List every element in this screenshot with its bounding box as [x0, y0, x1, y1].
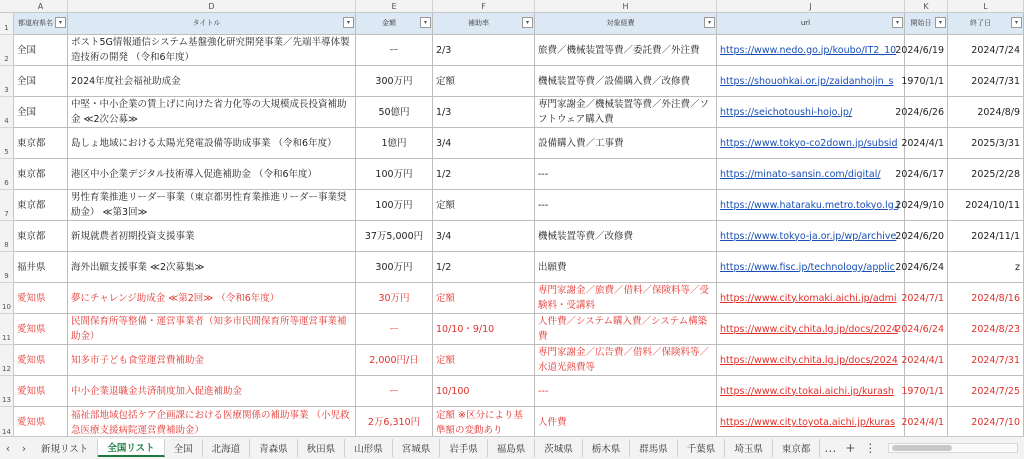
title-cell[interactable]: 新規就農者初期投資支援事業 [68, 221, 356, 252]
url-cell[interactable]: https://www.city.chita.lg.jp/docs/2024 [717, 314, 905, 345]
row-number[interactable]: 10 [0, 283, 14, 314]
title-cell[interactable]: 2024年度社会福祉助成金 [68, 66, 356, 97]
prefecture-cell[interactable]: 東京都 [14, 190, 68, 221]
end-date-cell[interactable]: 2024/11/1 [948, 221, 1024, 252]
column-header-label: タイトル [192, 19, 221, 27]
filter-dropdown-icon[interactable]: ▾ [420, 17, 431, 28]
sheet-tab[interactable]: 全国リスト [98, 439, 164, 457]
amount-cell[interactable]: 30万円 [356, 283, 433, 314]
title-cell[interactable]: 港区中小企業デジタル技術導入促進補助金 （令和6年度） [68, 159, 356, 190]
cost-cell[interactable]: 専門家謝金／旅費／借料／保険料等／受験料・受講料 [535, 283, 717, 314]
cost-cell[interactable]: 設備購入費／工事費 [535, 128, 717, 159]
end-date-cell[interactable]: 2024/7/24 [948, 35, 1024, 66]
column-letter[interactable]: J [717, 0, 905, 13]
cost-cell[interactable]: 人件費／システム購入費／システム構築費 [535, 314, 717, 345]
start-date-cell[interactable]: 2024/4/1 [905, 128, 948, 159]
prefecture-cell[interactable]: 東京都 [14, 221, 68, 252]
table-row [14, 314, 1024, 345]
row-number[interactable]: 13 [0, 376, 14, 407]
table-row [14, 128, 1024, 159]
row-number[interactable]: 4 [0, 97, 14, 128]
prefecture-cell[interactable]: 全国 [14, 35, 68, 66]
end-date-cell[interactable]: 2024/7/25 [948, 376, 1024, 407]
url-cell[interactable]: https://www.city.komaki.aichi.jp/admi [717, 283, 905, 314]
column-letter[interactable]: F [433, 0, 535, 13]
row-number[interactable]: 9 [0, 252, 14, 283]
table-row [14, 345, 1024, 376]
prefecture-cell[interactable]: 愛知県 [14, 407, 68, 439]
url-cell[interactable]: https://www.city.tokai.aichi.jp/kurash [717, 376, 905, 407]
sheet-tabs [32, 437, 820, 459]
more-sheets-icon[interactable]: … [824, 441, 837, 455]
rate-cell[interactable]: 定額 [433, 190, 535, 221]
table-row [14, 66, 1024, 97]
end-date-cell[interactable]: z [948, 252, 1024, 283]
prefecture-cell[interactable]: 愛知県 [14, 314, 68, 345]
sheet-menu-icon[interactable]: ⋮ [864, 441, 877, 455]
end-date-cell[interactable]: 2024/7/10 [948, 407, 1024, 439]
row-number[interactable]: 5 [0, 128, 14, 159]
filter-dropdown-icon[interactable]: ▾ [522, 17, 533, 28]
sheet-tab[interactable]: 山形県 [345, 439, 393, 457]
title-cell[interactable]: ポスト5G情報通信システム基盤強化研究開発事業／先端半導体製造技術の開発 （令和6年度） [68, 35, 356, 66]
sheet-tab[interactable]: 茨城県 [535, 439, 583, 457]
sheet-tab[interactable]: 群馬県 [630, 439, 678, 457]
sheet-tab[interactable]: 岩手県 [440, 439, 488, 457]
sheet-tab[interactable]: 栃木県 [583, 439, 631, 457]
start-date-cell[interactable]: 2024/6/19 [905, 35, 948, 66]
end-date-cell[interactable]: 2024/7/31 [948, 66, 1024, 97]
start-date-cell[interactable]: 2024/6/24 [905, 314, 948, 345]
amount-cell[interactable]: 100万円 [356, 190, 433, 221]
end-date-cell[interactable]: 2025/2/28 [948, 159, 1024, 190]
row-number[interactable]: 6 [0, 159, 14, 190]
sheet-tab[interactable]: 全国 [165, 439, 203, 457]
rate-cell[interactable]: 2/3 [433, 35, 535, 66]
rate-cell[interactable]: 1/3 [433, 97, 535, 128]
table-row [14, 190, 1024, 221]
amount-cell[interactable]: 50億円 [356, 97, 433, 128]
column-header[interactable] [717, 13, 905, 35]
url-cell[interactable]: https://www.tokyo-ja.or.jp/wp/archive [717, 221, 905, 252]
next-sheet-icon[interactable]: › [21, 441, 27, 455]
start-date-cell[interactable]: 2024/6/20 [905, 221, 948, 252]
table-row [14, 376, 1024, 407]
sheet-tab-bar [0, 436, 1024, 459]
column-header[interactable] [905, 13, 948, 35]
start-date-cell[interactable]: 1970/1/1 [905, 66, 948, 97]
header-row [14, 13, 1024, 35]
table-row [14, 35, 1024, 66]
add-sheet-button[interactable]: + [845, 441, 856, 455]
title-cell[interactable]: 福祉部地域包括ケア企画課における医療関係の補助事業 （小児救急医療支援病院運営費補助金） [68, 407, 356, 439]
row-number[interactable]: 8 [0, 221, 14, 252]
title-cell[interactable]: 男性育業推進リーダー事業（東京都男性育業推進リーダー事業奨励金） ≪第3回≫ [68, 190, 356, 221]
sheet-tab[interactable]: 宮城県 [393, 439, 441, 457]
column-header[interactable] [948, 13, 1024, 35]
rate-cell[interactable]: 1/2 [433, 252, 535, 283]
prefecture-cell[interactable]: 福井県 [14, 252, 68, 283]
amount-cell[interactable]: ー [356, 35, 433, 66]
sheet-tab[interactable]: 東京都 [773, 439, 821, 457]
row-number[interactable]: 14 [0, 407, 14, 439]
end-date-cell[interactable]: 2025/3/31 [948, 128, 1024, 159]
amount-cell[interactable]: 300万円 [356, 66, 433, 97]
prefecture-cell[interactable]: 愛知県 [14, 376, 68, 407]
sheet-tab[interactable]: 新規リスト [32, 439, 98, 457]
prefecture-cell[interactable]: 全国 [14, 66, 68, 97]
column-header-label: 対象経費 [606, 19, 635, 27]
column-header[interactable] [433, 13, 535, 35]
column-letter[interactable]: E [356, 0, 433, 13]
start-date-cell[interactable]: 2024/4/1 [905, 407, 948, 439]
cost-cell[interactable]: --- [535, 159, 717, 190]
column-letter[interactable]: D [68, 0, 356, 13]
url-cell[interactable]: https://www.city.chita.lg.jp/docs/2024 [717, 345, 905, 376]
column-header[interactable] [68, 13, 356, 35]
title-cell[interactable]: 知多市子ども食堂運営費補助金 [68, 345, 356, 376]
row-number[interactable]: 12 [0, 345, 14, 376]
row-number[interactable]: 2 [0, 35, 14, 66]
sheet-tab[interactable]: 福島県 [488, 439, 536, 457]
table-row [14, 407, 1024, 439]
filter-dropdown-icon[interactable]: ▾ [1011, 17, 1022, 28]
rate-cell[interactable]: 定額 [433, 66, 535, 97]
column-letter[interactable]: K [905, 0, 948, 13]
url-cell[interactable]: https://www.hataraku.metro.tokyo.lg.j [717, 190, 905, 221]
title-cell[interactable]: 中堅・中小企業の賃上げに向けた省力化等の大規模成長投資補助金 ≪2次公募≫ [68, 97, 356, 128]
cost-cell[interactable]: 機械装置等費／設備購入費／改修費 [535, 66, 717, 97]
column-letter[interactable]: H [535, 0, 717, 13]
column-header-label: 金額 [382, 19, 396, 27]
url-cell[interactable]: https://www.tokyo-co2down.jp/subsid [717, 128, 905, 159]
title-cell[interactable]: 中小企業退職金共済制度加入促進補助金 [68, 376, 356, 407]
row-number[interactable]: 1 [0, 13, 14, 35]
horizontal-scrollbar[interactable] [888, 443, 1018, 453]
start-date-cell[interactable]: 2024/4/1 [905, 345, 948, 376]
column-header-label: 開始日 [910, 19, 932, 27]
cost-cell[interactable]: 専門家謝金／機械装置等費／外注費／ソフトウェア購入費 [535, 97, 717, 128]
url-cell[interactable]: https://shouohkai.or.jp/zaidanhojin_s [717, 66, 905, 97]
url-cell[interactable]: https://minato-sansin.com/digital/ [717, 159, 905, 190]
table-row [14, 221, 1024, 252]
cost-cell[interactable]: 旅費／機械装置等費／委託費／外注費 [535, 35, 717, 66]
column-header[interactable] [356, 13, 433, 35]
column-header[interactable] [535, 13, 717, 35]
table-row [14, 97, 1024, 128]
filter-dropdown-icon[interactable]: ▾ [892, 17, 903, 28]
rate-cell[interactable]: 定額 [433, 345, 535, 376]
cost-cell[interactable]: 機械装置等費／改修費 [535, 221, 717, 252]
prefecture-cell[interactable]: 東京都 [14, 159, 68, 190]
prefecture-cell[interactable]: 全国 [14, 97, 68, 128]
sheet-tab[interactable]: 埼玉県 [725, 439, 773, 457]
row-number[interactable]: 3 [0, 66, 14, 97]
rate-cell[interactable]: 定額 [433, 283, 535, 314]
table-row [14, 159, 1024, 190]
table-row [14, 252, 1024, 283]
amount-cell[interactable]: 1億円 [356, 128, 433, 159]
cost-cell[interactable]: 専門家謝金／広告費／借料／保険料等／水道光熱費等 [535, 345, 717, 376]
filter-dropdown-icon[interactable]: ▾ [704, 17, 715, 28]
row-number[interactable]: 7 [0, 190, 14, 221]
sheet-tab[interactable]: 秋田県 [298, 439, 346, 457]
prefecture-cell[interactable]: 愛知県 [14, 283, 68, 314]
amount-cell[interactable]: ー [356, 314, 433, 345]
rate-cell[interactable]: 10/10・9/10 [433, 314, 535, 345]
title-cell[interactable]: 海外出願支援事業 ≪2次募集≫ [68, 252, 356, 283]
rate-cell[interactable]: 定額 ※区分により基準額の変動あり [433, 407, 535, 439]
start-date-cell[interactable]: 2024/9/10 [905, 190, 948, 221]
start-date-cell[interactable]: 2024/7/1 [905, 283, 948, 314]
cost-cell[interactable]: --- [535, 376, 717, 407]
rate-cell[interactable]: 10/100 [433, 376, 535, 407]
column-header-label: 都道府県名 [18, 19, 53, 27]
column-letter[interactable]: L [948, 0, 1024, 13]
sheet-tab[interactable]: 青森県 [250, 439, 298, 457]
title-cell[interactable]: 民間保育所等整備・運営事業者（知多市民間保育所等運営事業補助金） [68, 314, 356, 345]
url-cell[interactable]: https://www.city.toyota.aichi.jp/kuras [717, 407, 905, 439]
end-date-cell[interactable]: 2024/8/16 [948, 283, 1024, 314]
column-header-label: url [800, 19, 811, 27]
column-letter[interactable]: A [14, 0, 68, 13]
amount-cell[interactable]: ー [356, 376, 433, 407]
end-date-cell[interactable]: 2024/7/31 [948, 345, 1024, 376]
start-date-cell[interactable]: 2024/6/24 [905, 252, 948, 283]
rate-cell[interactable]: 3/4 [433, 221, 535, 252]
column-header-label: 補助率 [468, 19, 489, 27]
cost-cell[interactable]: --- [535, 190, 717, 221]
end-date-cell[interactable]: 2024/10/11 [948, 190, 1024, 221]
rate-cell[interactable]: 1/2 [433, 159, 535, 190]
url-cell[interactable]: https://www.fisc.jp/technology/applic [717, 252, 905, 283]
title-cell[interactable]: 島しょ地域における太陽光発電設備等助成事業 （令和6年度） [68, 128, 356, 159]
cost-cell[interactable]: 出願費 [535, 252, 717, 283]
cost-cell[interactable]: 人件費 [535, 407, 717, 439]
filter-dropdown-icon[interactable]: ▾ [55, 17, 66, 28]
start-date-cell[interactable]: 2024/6/26 [905, 97, 948, 128]
prefecture-cell[interactable]: 東京都 [14, 128, 68, 159]
sheet-tab[interactable]: 北海道 [203, 439, 251, 457]
end-date-cell[interactable]: 2024/8/23 [948, 314, 1024, 345]
sheet-tab[interactable]: 千葉県 [678, 439, 726, 457]
title-cell[interactable]: 夢にチャレンジ助成金 ≪第2回≫ （令和6年度） [68, 283, 356, 314]
amount-cell[interactable]: 37万5,000円 [356, 221, 433, 252]
prev-sheet-icon[interactable]: ‹ [5, 441, 11, 455]
amount-cell[interactable]: 2万6,310円 [356, 407, 433, 439]
amount-cell[interactable]: 2,000円/日 [356, 345, 433, 376]
scrollbar-thumb[interactable] [892, 445, 952, 451]
amount-cell[interactable]: 300万円 [356, 252, 433, 283]
amount-cell[interactable]: 100万円 [356, 159, 433, 190]
filter-dropdown-icon[interactable]: ▾ [343, 17, 354, 28]
start-date-cell[interactable]: 2024/6/17 [905, 159, 948, 190]
table-row [14, 283, 1024, 314]
column-header[interactable] [14, 13, 68, 35]
start-date-cell[interactable]: 1970/1/1 [905, 376, 948, 407]
column-header-label: 終了日 [970, 19, 991, 27]
row-number[interactable]: 11 [0, 314, 14, 345]
filter-dropdown-icon[interactable]: ▾ [935, 17, 946, 28]
prefecture-cell[interactable]: 愛知県 [14, 345, 68, 376]
column-letter-header [0, 0, 1024, 13]
url-cell[interactable]: https://www.nedo.go.jp/koubo/IT2_10 [717, 35, 905, 66]
url-cell[interactable]: https://seichotoushi-hojo.jp/ [717, 97, 905, 128]
rate-cell[interactable]: 3/4 [433, 128, 535, 159]
end-date-cell[interactable]: 2024/8/9 [948, 97, 1024, 128]
